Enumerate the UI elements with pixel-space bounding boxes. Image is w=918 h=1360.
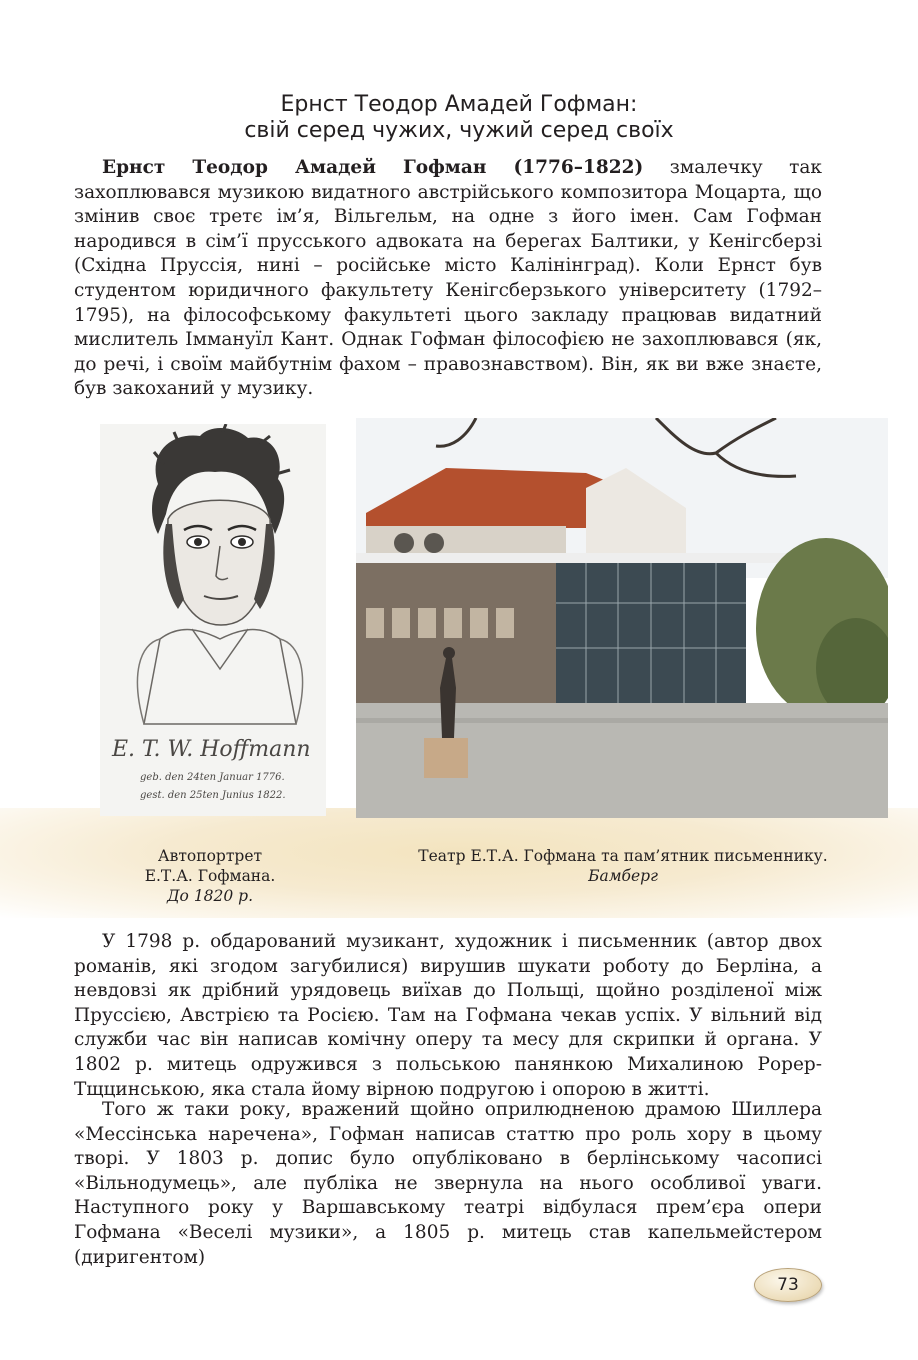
portrait-inscription-birth: geb. den 24ten Januar 1776.: [140, 772, 285, 783]
section-title-line2: свій серед чужих, чужий серед своїх: [244, 118, 674, 143]
theatre-photo: [356, 418, 888, 818]
paragraph-intro-bold-lead: Ернст Теодор Амадей Гофман (1776–1822): [102, 157, 644, 178]
portrait-caption-line2: Е.Т.А. Гофмана.: [144, 867, 276, 885]
theatre-caption-line1: Театр Е.Т.А. Гофмана та пам’ятник письменнику.: [418, 847, 828, 865]
portrait-caption: [110, 846, 310, 906]
paragraph-berlin: У 1798 р. обдарований музикант, художник і письменник (автор двох романів, які згодом загубилися) вирушив шукати роботу до Берліна, а невдовзі як дрібний урядовець виїхав до Польщі, щойно розділеної між Пруссією, Австрією та Росією. Там на Гофмана чекав успіх. У вільний від служби час він написав комічну оперу та месу для скрипки й органа. У 1802 р. митець одружився з польською панянкою Михалиною Рорер-Тщцинською, яка стала йому вірною подругою і опорою в житті.: [74, 931, 822, 1100]
theatre-caption: [368, 846, 878, 886]
portrait-image: [100, 424, 326, 816]
portrait-caption-line1: Автопортрет: [157, 847, 263, 865]
portrait-signature: E. T. W. Hoffmann: [112, 737, 311, 762]
page-number-badge: [754, 1268, 822, 1302]
theatre-caption-city: Бамберг: [588, 867, 658, 885]
paragraph-intro-text: змалечку так захоплювався музикою видатного австрійського композитора Моцарта, що змінив своє третє ім’я, Вільгельм, на одне з його імен. Сам Гофман народився в сім’ї прусського адвоката на берегах Балтики, у Кенігсберзі (Східна Пруссія, нині – російське місто Калінінград). Коли Ернст був студентом юридичного факультету Кенігсберзького університету (1792–1795), на філософському факультеті цього закладу працював видатний мислитель Іммануїл Кант. Однак Гофман філософією не захоплювався (як, до речі, і своїм майбутнім фахом – правознавством). Він, як ви вже знаєте, був закоханий у музику.: [74, 157, 822, 400]
page-number: 73: [777, 1275, 799, 1295]
section-title-line1: Ернст Теодор Амадей Гофман:: [280, 92, 638, 117]
paragraph-intro: [74, 156, 822, 402]
portrait-inscription-death: gest. den 25ten Junius 1822.: [140, 790, 286, 801]
portrait-caption-date: До 1820 р.: [166, 887, 254, 905]
section-title: [0, 92, 918, 144]
paragraph-schiller: Того ж таки року, вражений щойно оприлюдненою драмою Шиллера «Мессінська наречена», Гофман написав статтю про роль хору в цьому творі. У 1803 р. допис було опубліковано в берлінському часописі «Вільнодумець», але публіка не звернула на нього особливої уваги. Наступного року у Варшавському театрі відбулася прем’єра опери Гофмана «Веселі музики», а 1805 р. митець став капельмейстером (диригентом): [74, 1099, 822, 1268]
